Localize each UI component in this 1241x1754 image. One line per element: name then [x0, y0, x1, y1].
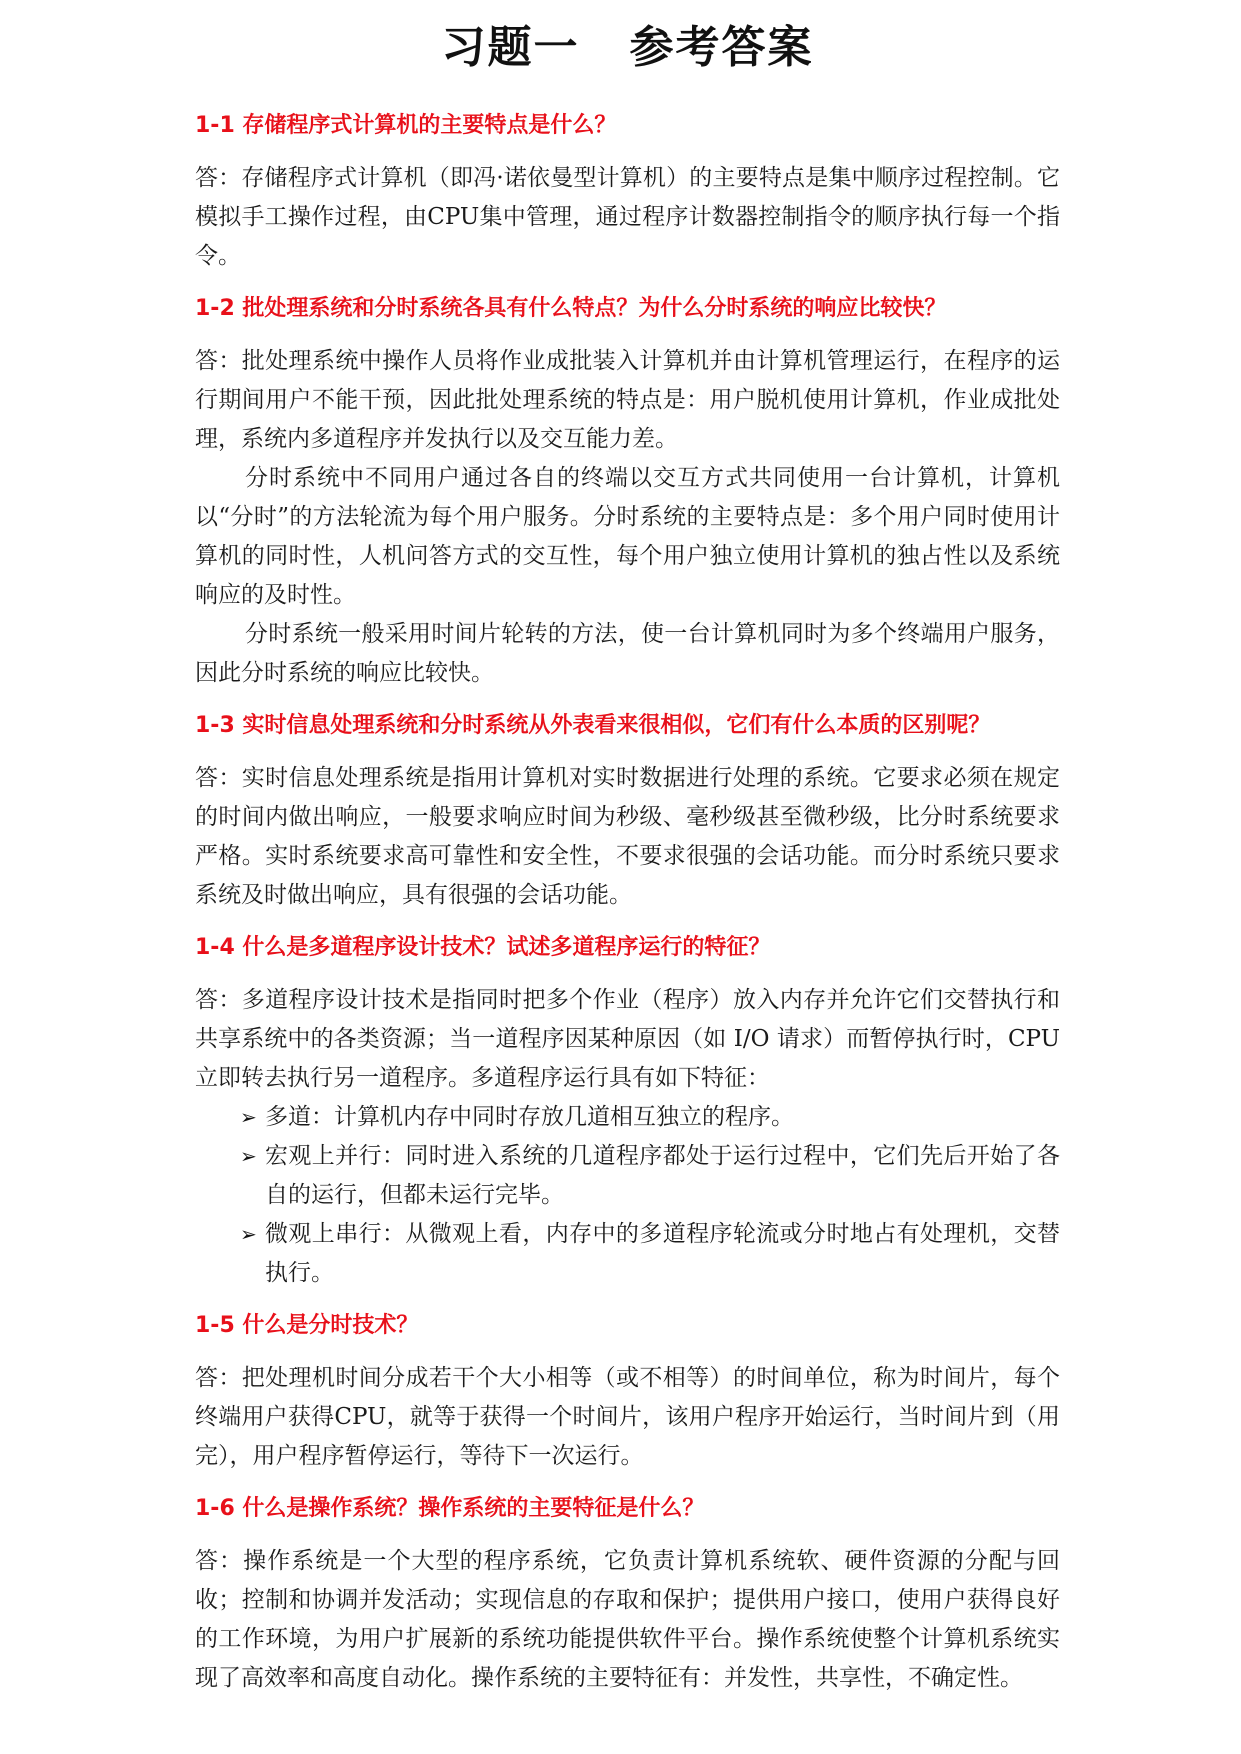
list-item: [240, 1137, 1060, 1215]
list-item-text: 宏观上并行：同时进入系统的几道程序都处于运行过程中，它们先后开始了各自的运行，但都未运行完毕。: [265, 1143, 1060, 1208]
question-1-2: 1-2 批处理系统和分时系统各具有什么特点？为什么分时系统的响应比较快？: [195, 296, 947, 321]
arrow-bullet-icon: ➢: [240, 1144, 257, 1168]
question-1-1: 1-1 存储程序式计算机的主要特点是什么？: [195, 113, 617, 138]
list-item-text: 多道：计算机内存中同时存放几道相互独立的程序。: [265, 1104, 794, 1130]
answer-1-6: 答：操作系统是一个大型的程序系统，它负责计算机系统软、硬件资源的分配与回收；控制和协调并发活动；实现信息的存取和保护；提供用户接口，使用户获得良好的工作环境，为用户扩展新的系统功能提供软件平台。操作系统使整个计算机系统实现了高效率和高度自动化。操作系统的主要特征有：并发性，共享性，不确定性。: [195, 1548, 1060, 1691]
page-title: [195, 18, 1060, 78]
list-item: [240, 1098, 1060, 1137]
question-1-5: 1-5 什么是分时技术？: [195, 1313, 419, 1338]
answer-1-1: 答：存储程序式计算机（即冯·诺依曼型计算机）的主要特点是集中顺序过程控制。它模拟手工操作过程，由CPU集中管理，通过程序计数器控制指令的顺序执行每一个指令。: [195, 165, 1060, 269]
answer-1-5: 答：把处理机时间分成若干个大小相等（或不相等）的时间单位，称为时间片，每个终端用户获得CPU，就等于获得一个时间片，该用户程序开始运行，当时间片到（用完），用户程序暂停运行，等待下一次运行。: [195, 1365, 1060, 1469]
title-part-1: 习题一: [441, 22, 580, 73]
question-1-6: 1-6 什么是操作系统？操作系统的主要特征是什么？: [195, 1496, 705, 1521]
list-item-text: 微观上串行：从微观上看，内存中的多道程序轮流或分时地占有处理机，交替执行。: [265, 1221, 1060, 1286]
answer-1-3: 答：实时信息处理系统是指用计算机对实时数据进行处理的系统。它要求必须在规定的时间内做出响应，一般要求响应时间为秒级、毫秒级甚至微秒级，比分时系统要求严格。实时系统要求高可靠性和安全性，不要求很强的会话功能。而分时系统只要求系统及时做出响应，具有很强的会话功能。: [195, 765, 1060, 908]
title-part-2: 参考答案: [629, 22, 814, 73]
list-item: [240, 1215, 1060, 1293]
answer-1-4: 答：多道程序设计技术是指同时把多个作业（程序）放入内存并允许它们交替执行和共享系统中的各类资源；当一道程序因某种原因（如 I/O 请求）而暂停执行时，CPU 立即转去执行另一道程序。多道程序运行具有如下特征：: [195, 987, 1060, 1091]
answer-1-2-paragraph-2: 分时系统中不同用户通过各自的终端以交互方式共同使用一台计算机，计算机以“分时”的方法轮流为每个用户服务。分时系统的主要特点是：多个用户同时使用计算机的同时性，人机问答方式的交互性，每个用户独立使用计算机的独占性以及系统响应的及时性。: [195, 465, 1060, 608]
question-1-3: 1-3 实时信息处理系统和分时系统从外表看来很相似，它们有什么本质的区别呢？: [195, 713, 991, 738]
arrow-bullet-icon: ➢: [240, 1105, 257, 1129]
document-page: [195, 0, 1060, 1698]
question-1-4: 1-4 什么是多道程序设计技术？试述多道程序运行的特征？: [195, 935, 771, 960]
arrow-bullet-icon: ➢: [240, 1222, 257, 1246]
feature-list: [195, 1098, 1060, 1293]
answer-1-2-paragraph-3: 分时系统一般采用时间片轮转的方法，使一台计算机同时为多个终端用户服务，因此分时系统的响应比较快。: [195, 621, 1060, 686]
answer-1-2-paragraph-1: 答：批处理系统中操作人员将作业成批装入计算机并由计算机管理运行，在程序的运行期间用户不能干预，因此批处理系统的特点是：用户脱机使用计算机，作业成批处理，系统内多道程序并发执行以及交互能力差。: [195, 348, 1060, 452]
